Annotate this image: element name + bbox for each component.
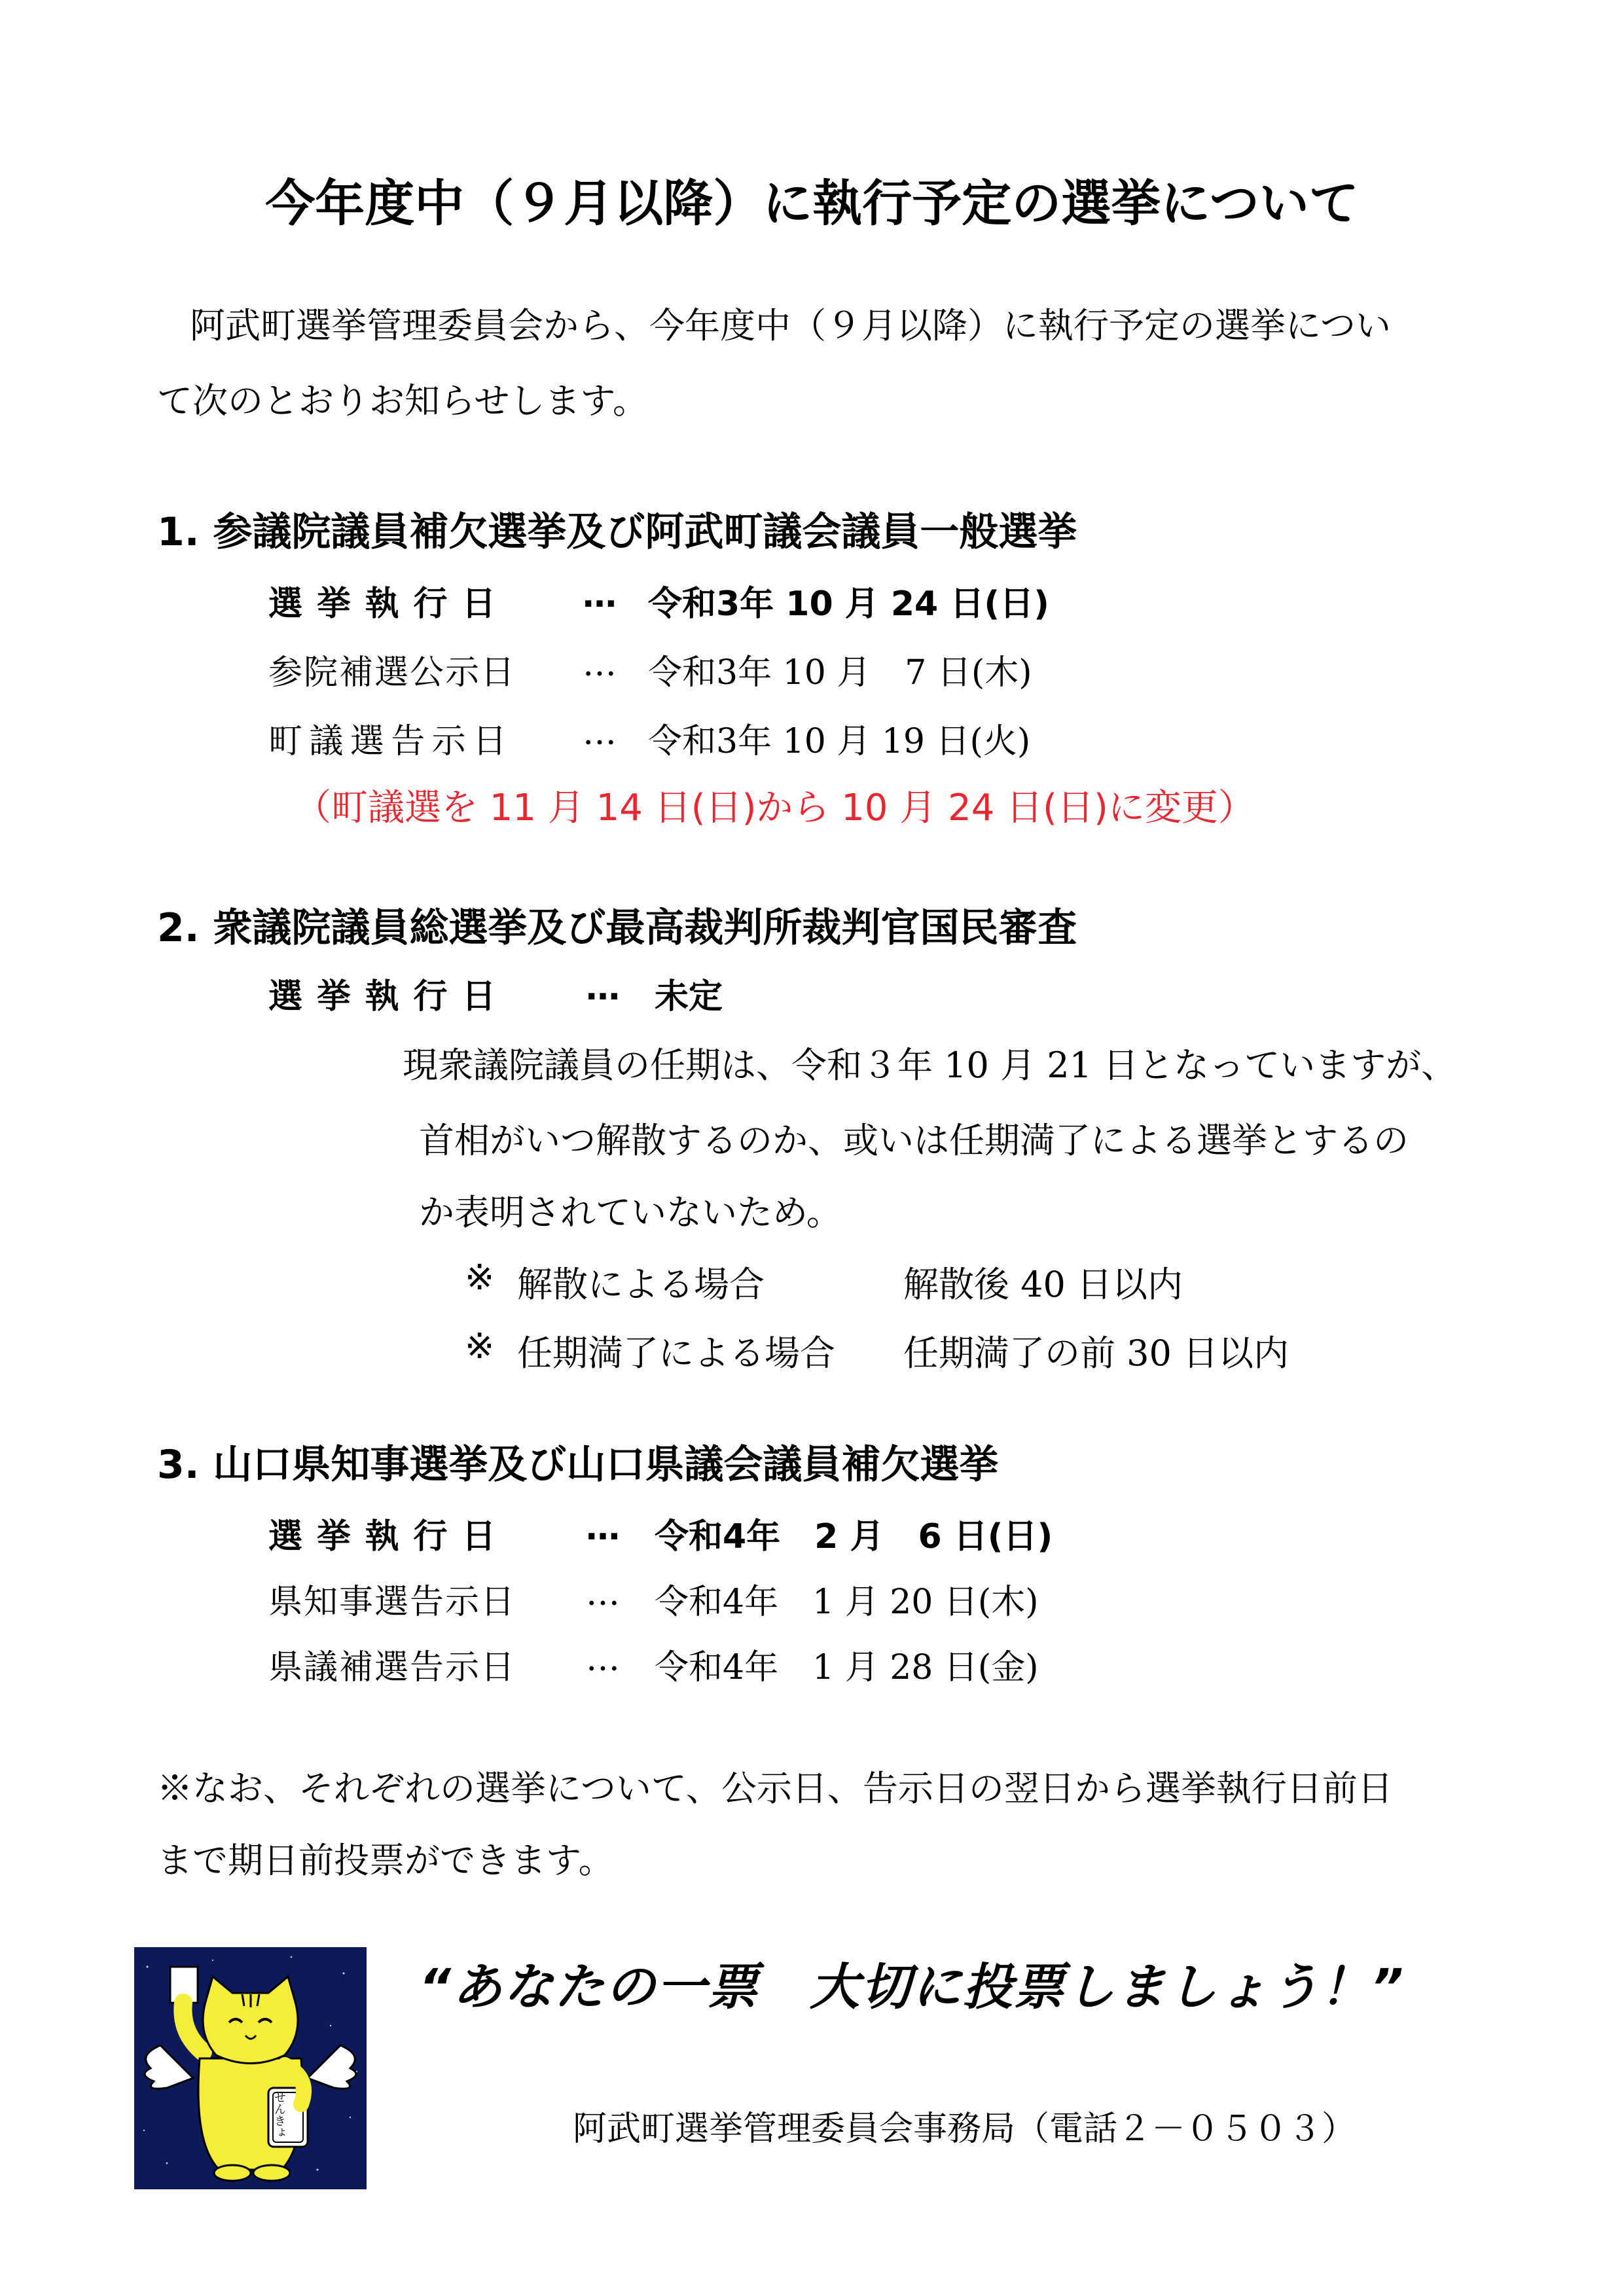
s3-row-1-value: 令和4年 2 月 6 日(日) [655, 1517, 1053, 1556]
s2-row-1-label: 選挙執行日 [268, 977, 511, 1016]
s3-row-2-label: 県知事選告示日 [268, 1583, 516, 1622]
s1-change-note: （町議選を 11 月 14 日(日)から 10 月 24 日(日)に変更） [295, 787, 1255, 829]
s1-row-3-label: 町議選告示日 [268, 722, 514, 761]
intro-line-2: て次のとおりお知らせします。 [157, 380, 649, 422]
s1-row-1-dots: … [583, 576, 617, 615]
section-3-heading: 3. 山口県知事選挙及び山口県議会議員補欠選挙 [157, 1442, 999, 1488]
s2-note-2-mark: ※ [465, 1325, 495, 1367]
s2-body-line-3: か表明されていないため。 [419, 1192, 842, 1233]
s2-note-1-period: 解散後 40 日以内 [903, 1264, 1183, 1305]
s3-row-3-dots: … [586, 1640, 620, 1679]
intro-line-1: 阿武町選挙管理委員会から、今年度中（９月以降）に執行予定の選挙につい [190, 305, 1391, 346]
s2-body-line-2: 首相がいつ解散するのか、或いは任期満了による選挙とするの [419, 1120, 1409, 1161]
mascot-card-text: せんきょ [272, 2091, 286, 2138]
s3-row-3-label: 県議補選告示日 [268, 1648, 516, 1687]
s1-row-1-value: 令和3年 10 月 24 日(日) [648, 584, 1049, 624]
s3-row-2-dots: … [586, 1574, 620, 1613]
s2-note-1-case: 解散による場合 [517, 1264, 765, 1305]
s2-row-1-value: 未定 [655, 977, 723, 1016]
closing-note-line-2: まで期日前投票ができます。 [157, 1840, 614, 1881]
s2-note-2-case: 任期満了による場合 [517, 1333, 835, 1374]
s2-note-1-mark: ※ [465, 1257, 495, 1298]
s1-row-1-label: 選挙執行日 [268, 584, 511, 624]
s1-row-2-label: 参院補選公示日 [268, 653, 516, 692]
footer-slogan: “あなたの一票 大切に投票しましょう！” [419, 1958, 1405, 2016]
s2-row-1-dots: … [586, 969, 620, 1008]
page-title: 今年度中（９月以降）に執行予定の選挙について [265, 174, 1359, 232]
s1-row-3-value: 令和3年 10 月 19 日(火) [648, 722, 1031, 761]
s3-row-2-value: 令和4年 1 月 20 日(木) [655, 1583, 1039, 1622]
yellow-cat-mascot-icon [134, 1947, 367, 2189]
section-2-heading: 2. 衆議院議員総選挙及び最高裁判所裁判官国民審査 [157, 905, 1077, 951]
s2-note-2-period: 任期満了の前 30 日以内 [903, 1333, 1290, 1374]
s3-row-1-dots: … [586, 1509, 620, 1548]
s2-body-line-1: 現衆議院議員の任期は、令和３年 10 月 21 日となっていますが、 [403, 1045, 1457, 1086]
s1-row-3-dots: … [583, 713, 617, 753]
footer-office-contact: 阿武町選挙管理委員会事務局（電話２－０５０３） [573, 2109, 1356, 2149]
s1-row-2-value: 令和3年 10 月 7 日(木) [648, 653, 1032, 692]
s1-row-2-dots: … [583, 645, 617, 684]
s3-row-3-value: 令和4年 1 月 28 日(金) [655, 1648, 1039, 1687]
closing-note-line-1: ※なお、それぞれの選挙について、公示日、告示日の翌日から選挙執行日前日 [157, 1768, 1393, 1809]
s3-row-1-label: 選挙執行日 [268, 1517, 511, 1556]
section-1-heading: 1. 参議院議員補欠選挙及び阿武町議会議員一般選挙 [157, 509, 1077, 555]
